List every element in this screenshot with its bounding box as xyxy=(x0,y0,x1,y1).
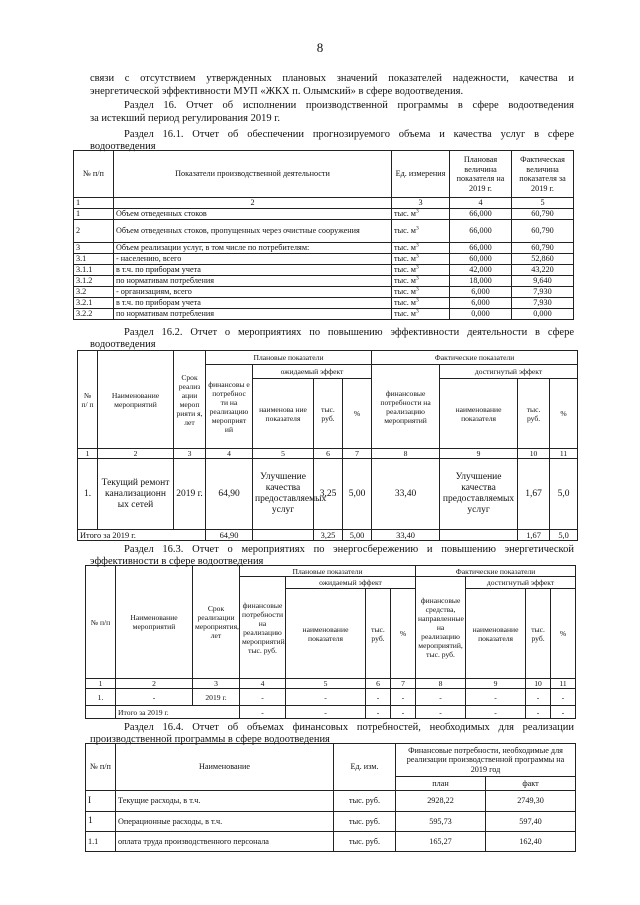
row-plan-thous: 3,25 xyxy=(314,459,343,530)
col-number: 4 xyxy=(206,449,253,459)
table-16-4 xyxy=(85,743,576,852)
header-plan-group: Плановые показатели xyxy=(206,351,372,365)
row-plan: 165,27 xyxy=(396,832,486,852)
row-plan-fin: 64,90 xyxy=(206,459,253,530)
row-fact: 162,40 xyxy=(486,832,576,852)
table-row xyxy=(74,286,574,297)
col-number: 11 xyxy=(551,679,576,689)
row-term: 2019 г. xyxy=(193,689,240,706)
header-plan: план xyxy=(396,777,486,791)
total-empty-cell xyxy=(253,530,314,541)
header-plan-effect: ожидаемый эффект xyxy=(253,365,372,379)
page-number: 8 xyxy=(316,40,324,55)
col-number: 8 xyxy=(416,679,466,689)
row-unit: тыс. $м^3$ xyxy=(392,253,450,264)
total-fact-pct: 5,0 xyxy=(550,530,578,541)
row-unit: тыс. $м^3$ xyxy=(392,286,450,297)
table-header-row xyxy=(86,566,576,577)
section-16-subtitle: за истекший период регулирования 2019 г. xyxy=(90,113,280,124)
table-header-row xyxy=(74,151,574,198)
header-plan-group: Плановые показатели xyxy=(240,566,416,577)
header-num: № п/п xyxy=(86,566,116,679)
row-unit: тыс. руб. xyxy=(334,791,396,812)
header-plan-eff-pct: % xyxy=(343,379,372,449)
row-name: по нормативам потребления xyxy=(114,275,392,286)
row-fact: 7,930 xyxy=(512,286,574,297)
row-cell: - xyxy=(240,689,286,706)
header-plan-eff-thous: тыс. руб. xyxy=(314,379,343,449)
table-row xyxy=(74,208,574,219)
header-plan-eff-name: наименование показателя xyxy=(286,589,366,679)
total-fact-fin: 33,40 xyxy=(372,530,440,541)
col-number: 7 xyxy=(343,449,372,459)
col-number: 10 xyxy=(526,679,551,689)
col-number: 1 xyxy=(78,449,98,459)
total-cell: - xyxy=(466,706,526,719)
total-empty-cell xyxy=(86,706,116,719)
row-fact-fin: 33,40 xyxy=(372,459,440,530)
row-unit: тыс. $м^3$ xyxy=(392,264,450,275)
row-plan: 595,73 xyxy=(396,812,486,832)
table-row xyxy=(74,297,574,308)
section-16-2-title-cont: водоотведения xyxy=(90,339,156,350)
row-unit: тыс. $м^3$ xyxy=(392,308,450,319)
header-name: Наименование мероприятий xyxy=(116,566,193,679)
col-number: 4 xyxy=(240,679,286,689)
table-header-row xyxy=(78,351,578,365)
table-row xyxy=(74,253,574,264)
header-unit: Ед. изм. xyxy=(334,744,396,791)
col-number: 5 xyxy=(253,449,314,459)
row-num: 3.2.2 xyxy=(74,308,114,319)
header-fact-group: Фактические показатели xyxy=(372,351,578,365)
row-name: в т.ч. по приборам учета xyxy=(114,264,392,275)
total-plan-thous: 3,25 xyxy=(314,530,343,541)
table-16-2 xyxy=(77,350,578,541)
section-16-title: Раздел 16. Отчет об исполнении производственной программы в сфере водоотведения xyxy=(124,100,574,111)
row-fact: 597,40 xyxy=(486,812,576,832)
row-name: Операционные расходы, в т.ч. xyxy=(116,812,334,832)
table-header-row xyxy=(86,744,576,777)
row-cell: - xyxy=(391,689,416,706)
total-cell: - xyxy=(286,706,366,719)
total-cell: - xyxy=(391,706,416,719)
header-plan-eff-pct: % xyxy=(391,589,416,679)
row-num: 3 xyxy=(74,242,114,253)
row-fact-eff-name: Улучшение качества предоставляемых услуг xyxy=(440,459,518,530)
row-unit: тыс. $м^3$ xyxy=(392,275,450,286)
row-name: - населению, всего xyxy=(114,253,392,264)
row-plan: 66,000 xyxy=(450,208,512,219)
table-row xyxy=(74,219,574,242)
row-fact: 60,790 xyxy=(512,219,574,242)
header-num: № п/п xyxy=(86,744,116,791)
col-number: 3 xyxy=(392,198,450,209)
row-name: Текущий ремонт канализационн ых сетей xyxy=(98,459,174,530)
row-fact: 0,000 xyxy=(512,308,574,319)
table-row xyxy=(74,275,574,286)
row-fact-thous: 1,67 xyxy=(518,459,550,530)
section-16-3-title: Раздел 16.3. Отчет о мероприятиях по энергосбережению и повышению энергетической xyxy=(124,544,574,555)
header-plan-effect: ожидаемый эффект xyxy=(286,577,416,589)
header-fact-eff-pct: % xyxy=(550,379,578,449)
col-number: 11 xyxy=(550,449,578,459)
row-plan: 18,000 xyxy=(450,275,512,286)
row-unit: тыс. $м^3$ xyxy=(392,219,450,242)
row-plan: 66,000 xyxy=(450,219,512,242)
column-numbers-row xyxy=(74,198,574,209)
row-plan: 42,000 xyxy=(450,264,512,275)
col-number: 2 xyxy=(98,449,174,459)
col-number: 3 xyxy=(193,679,240,689)
row-plan-eff-name: Улучшение качества предоставляемых услуг xyxy=(253,459,314,530)
col-number: 5 xyxy=(512,198,574,209)
header-name: Наименование мероприятий xyxy=(98,351,174,449)
total-row xyxy=(86,706,576,719)
total-row xyxy=(78,530,578,541)
header-num: № п/п xyxy=(74,151,114,198)
row-num: 3.2.1 xyxy=(74,297,114,308)
col-number: 8 xyxy=(372,449,440,459)
row-fact: 9,640 xyxy=(512,275,574,286)
table-16-1 xyxy=(73,150,574,320)
header-num: № п/ п xyxy=(78,351,98,449)
row-name: Объем отведенных стоков, пропущенных через очистные сооружения xyxy=(114,219,392,242)
row-num: 3.1 xyxy=(74,253,114,264)
section-16-2-title: Раздел 16.2. Отчет о мероприятиях по повышению эффективности деятельности в сфере xyxy=(124,327,574,338)
row-name: Объем отведенных стоков xyxy=(114,208,392,219)
row-unit: тыс. руб. xyxy=(334,812,396,832)
row-name: - xyxy=(116,689,193,706)
col-number: 1 xyxy=(86,679,116,689)
header-fact-eff-pct: % xyxy=(551,589,576,679)
col-number: 4 xyxy=(450,198,512,209)
row-cell: - xyxy=(286,689,366,706)
row-num: I xyxy=(86,791,116,812)
col-number: 6 xyxy=(314,449,343,459)
row-num: 1. xyxy=(78,459,98,530)
total-cell: - xyxy=(240,706,286,719)
total-cell: - xyxy=(551,706,576,719)
row-fact: 7,930 xyxy=(512,297,574,308)
row-fact: 60,790 xyxy=(512,208,574,219)
col-number: 7 xyxy=(391,679,416,689)
column-numbers-row xyxy=(86,679,576,689)
header-plan-eff-thous: тыс. руб. xyxy=(366,589,391,679)
table-row xyxy=(78,459,578,530)
row-name: в т.ч. по приборам учета xyxy=(114,297,392,308)
header-plan-eff-name: наименова ние показателя xyxy=(253,379,314,449)
row-fact: 2749,30 xyxy=(486,791,576,812)
col-number: 5 xyxy=(286,679,366,689)
row-num: 2 xyxy=(74,219,114,242)
header-indicator: Показатели производственной деятельности xyxy=(114,151,392,198)
row-num: 1. xyxy=(86,689,116,706)
row-cell: - xyxy=(416,689,466,706)
table-row xyxy=(74,264,574,275)
section-16-1-title-cont: водоотведения xyxy=(90,141,156,152)
row-term: 2019 г. xyxy=(174,459,206,530)
header-fact-eff-thous: тыс. руб. xyxy=(518,379,550,449)
column-numbers-row xyxy=(78,449,578,459)
total-label: Итого за 2019 г. xyxy=(116,706,240,719)
header-fact-eff-name: наименование показателя xyxy=(466,589,526,679)
row-name: по нормативам потребления xyxy=(114,308,392,319)
row-unit: тыс. руб. xyxy=(334,832,396,852)
row-plan: 60,000 xyxy=(450,253,512,264)
header-fact-eff-thous: тыс. руб. xyxy=(526,589,551,679)
header-plan-fin: финансовые потребности на реализацию мероприятий, тыс. руб. xyxy=(240,577,286,679)
table-row xyxy=(86,812,576,832)
section-16-4-title-cont: производственной программы в сфере водоотведения xyxy=(90,734,330,745)
row-plan: 6,000 xyxy=(450,286,512,297)
row-num: 3.2 xyxy=(74,286,114,297)
total-plan-fin: 64,90 xyxy=(206,530,253,541)
section-16-3-title-cont: эффективности в сфере водоотведения xyxy=(90,556,264,567)
row-num: 3.1.1 xyxy=(74,264,114,275)
total-cell: - xyxy=(526,706,551,719)
section-16-4-title: Раздел 16.4. Отчет об объемах финансовых потребностей, необходимых для реализации xyxy=(124,722,574,733)
header-plan: Плановая величина показателя на 2019 г. xyxy=(450,151,512,198)
row-num: 3.1.2 xyxy=(74,275,114,286)
col-number: 6 xyxy=(366,679,391,689)
header-fact: факт xyxy=(486,777,576,791)
header-fact-group: Фактические показатели xyxy=(416,566,576,577)
col-number: 9 xyxy=(466,679,526,689)
row-plan: 66,000 xyxy=(450,242,512,253)
table-row xyxy=(86,689,576,706)
header-fact-effect: достигнутый эффект xyxy=(440,365,578,379)
table-row xyxy=(86,832,576,852)
header-fact-effect: достигнутый эффект xyxy=(466,577,576,589)
table-row xyxy=(86,791,576,812)
intro-line-2: энергетической эффективности МУП «ЖКХ п. Олымский» в сфере водоотведения. xyxy=(90,86,464,97)
row-plan: 0,000 xyxy=(450,308,512,319)
row-cell: - xyxy=(466,689,526,706)
row-plan: 2928,22 xyxy=(396,791,486,812)
row-unit: тыс. $м^3$ xyxy=(392,208,450,219)
row-num: 1 xyxy=(74,208,114,219)
intro-line-1: связи с отсутствием утвержденных плановых значений показателей надежности, качества и xyxy=(90,73,574,84)
row-name: - организациям, всего xyxy=(114,286,392,297)
header-unit: Ед. измерения xyxy=(392,151,450,198)
header-name: Наименование xyxy=(116,744,334,791)
header-fact-fin: финансовые средства, направленные на реализацию мероприятий, тыс. руб. xyxy=(416,577,466,679)
total-cell: - xyxy=(366,706,391,719)
row-fact-pct: 5,0 xyxy=(550,459,578,530)
total-empty-cell xyxy=(440,530,518,541)
header-group: Финансовые потребности, необходимые для реализации производственной программы на 2019 год xyxy=(396,744,576,777)
header-plan-fin: финансовы е потребнос ти на реализацию мероприят ий xyxy=(206,365,253,449)
row-cell: - xyxy=(526,689,551,706)
col-number: 3 xyxy=(174,449,206,459)
table-row xyxy=(74,242,574,253)
col-number: 2 xyxy=(114,198,392,209)
row-unit: тыс. $м^3$ xyxy=(392,297,450,308)
total-plan-pct: 5,00 xyxy=(343,530,372,541)
table-16-3 xyxy=(85,565,576,719)
row-fact: 43,220 xyxy=(512,264,574,275)
header-term: Срок реализ ации мероп рияти я, лет xyxy=(174,351,206,449)
col-number: 1 xyxy=(74,198,114,209)
total-fact-thous: 1,67 xyxy=(518,530,550,541)
col-number: 9 xyxy=(440,449,518,459)
total-label: Итого за 2019 г. xyxy=(78,530,206,541)
header-fact: Фактическая величина показателя за 2019 г. xyxy=(512,151,574,198)
row-fact: 52,860 xyxy=(512,253,574,264)
row-unit: тыс. $м^3$ xyxy=(392,242,450,253)
row-cell: - xyxy=(366,689,391,706)
table-row xyxy=(74,308,574,319)
row-name: Объем реализации услуг, в том числе по потребителям: xyxy=(114,242,392,253)
section-16-1-title: Раздел 16.1. Отчет об обеспечении прогнозируемого объема и качества услуг в сфере xyxy=(124,129,574,140)
header-fact-eff-name: наименование показателя xyxy=(440,379,518,449)
header-fact-fin: финансовые потребности на реализацию мероприятий xyxy=(372,365,440,449)
col-number: 2 xyxy=(116,679,193,689)
row-plan-pct: 5,00 xyxy=(343,459,372,530)
header-term: Срок реализации мероприятия, лет xyxy=(193,566,240,679)
row-cell: - xyxy=(551,689,576,706)
row-name: оплата труда производственного персонала xyxy=(116,832,334,852)
total-cell: - xyxy=(416,706,466,719)
row-fact: 60,790 xyxy=(512,242,574,253)
row-num: 1 xyxy=(86,812,116,832)
col-number: 10 xyxy=(518,449,550,459)
row-name: Текущие расходы, в т.ч. xyxy=(116,791,334,812)
row-num: 1.1 xyxy=(86,832,116,852)
row-plan: 6,000 xyxy=(450,297,512,308)
